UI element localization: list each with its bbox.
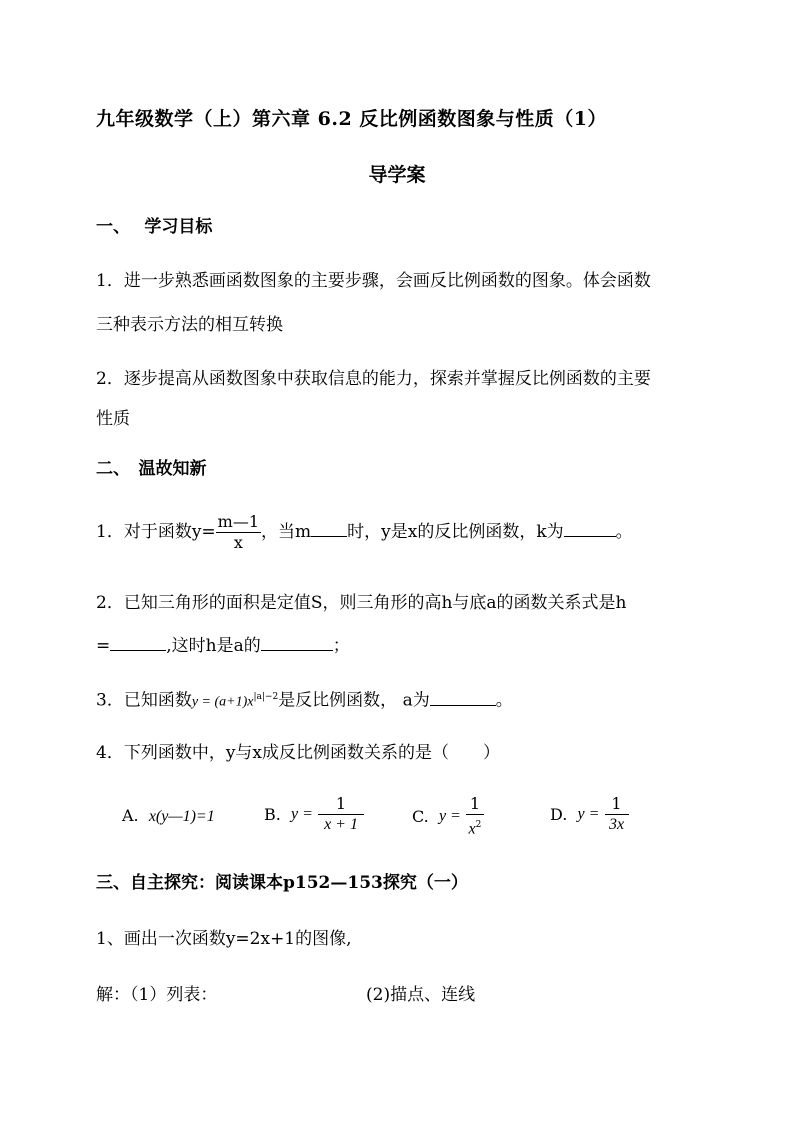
option-c-label: C. bbox=[412, 807, 429, 827]
goal-2-line-1: 2．逐步提高从函数图象中获取信息的能力，探索并掌握反比例函数的主要 bbox=[96, 369, 651, 389]
question-2-end: ； bbox=[332, 636, 350, 656]
question-3-prefix: 3．已知函数 bbox=[96, 690, 192, 711]
option-b-fraction bbox=[318, 794, 364, 835]
question-1-mid-1: ，当m bbox=[261, 522, 312, 542]
question-1-prefix: 1．对于函数y= bbox=[96, 522, 216, 542]
question-2-eq: = bbox=[96, 636, 111, 656]
task-1-solve: 解：（1）列表： bbox=[96, 985, 218, 1005]
goal-2-line-2: 性质 bbox=[96, 409, 130, 429]
document-subtitle: 导学案 bbox=[368, 164, 426, 186]
option-b[interactable] bbox=[264, 794, 364, 835]
option-c-exponent: 2 bbox=[475, 820, 482, 830]
option-b-denominator: x + 1 bbox=[318, 814, 364, 835]
section-heading-review: 二、 温故知新 bbox=[96, 459, 207, 479]
option-d-fraction bbox=[605, 794, 629, 835]
question-2-mid: ,这时h是a的 bbox=[166, 636, 261, 656]
task-1-step-2: (2)描点、连线 bbox=[366, 985, 476, 1005]
question-2-line-1: 2．已知三角形的面积是定值S，则三角形的高h与底a的函数关系式是h bbox=[96, 593, 627, 613]
option-d-numerator: 1 bbox=[611, 794, 622, 813]
question-1-mid-2: 时，y是x的反比例函数，k为 bbox=[347, 522, 564, 542]
option-d-denominator: 3x bbox=[605, 814, 629, 835]
task-1: 1、画出一次函数y=2x+1的图像, bbox=[96, 929, 352, 949]
fraction-denominator: x bbox=[216, 532, 261, 553]
option-c-numerator: 1 bbox=[469, 794, 481, 813]
option-a-label: A. bbox=[122, 806, 139, 825]
answer-blank-h[interactable] bbox=[110, 634, 166, 651]
option-d[interactable] bbox=[550, 794, 629, 835]
answer-blank-m[interactable] bbox=[311, 520, 347, 537]
answer-blank-relation[interactable] bbox=[261, 634, 333, 651]
question-3-mid: 是反比例函数， a为 bbox=[278, 690, 430, 711]
question-3-end: 。 bbox=[495, 690, 513, 711]
option-b-label: B. bbox=[264, 805, 281, 824]
section-heading-explore: 三、自主探究：阅读课本p152—153探究（一） bbox=[96, 873, 468, 893]
option-c-denominator-wrap bbox=[466, 814, 484, 839]
section-heading-goals: 一、 学习目标 bbox=[96, 217, 213, 237]
option-d-label: D. bbox=[550, 805, 568, 824]
option-c[interactable] bbox=[412, 794, 484, 839]
option-a[interactable] bbox=[122, 806, 215, 826]
fraction-numerator: m—1 bbox=[217, 512, 260, 531]
option-c-lhs: y = bbox=[438, 807, 461, 825]
option-b-numerator: 1 bbox=[335, 794, 347, 813]
goal-1-line-2: 三种表示方法的相互转换 bbox=[96, 315, 283, 335]
option-b-lhs: y = bbox=[291, 805, 313, 823]
document-title: 九年级数学（上）第六章 6.2 反比例函数图象与性质（1） bbox=[96, 108, 608, 130]
question-3-formula: y = (a+1)x bbox=[191, 694, 254, 710]
option-c-denominator: x bbox=[468, 820, 476, 838]
option-d-lhs: y = bbox=[577, 805, 600, 823]
question-3 bbox=[96, 686, 513, 714]
goal-1-line-1: 1．进一步熟悉画函数图象的主要步骤，会画反比例函数的图象。体会函数 bbox=[96, 271, 651, 291]
question-4: 4．下列函数中，y与x成反比例函数关系的是（ ） bbox=[96, 743, 501, 763]
answer-blank-k[interactable] bbox=[564, 520, 616, 537]
option-a-formula: x(y—1)=1 bbox=[148, 808, 215, 825]
question-3-exponent: |a|−2 bbox=[253, 692, 279, 702]
answer-blank-a[interactable] bbox=[430, 689, 496, 706]
question-2-line-2 bbox=[96, 634, 350, 657]
question-1-end: 。 bbox=[615, 522, 633, 542]
option-c-fraction bbox=[466, 794, 484, 839]
fraction-m-minus-1-over-x bbox=[216, 512, 261, 553]
question-1 bbox=[96, 510, 633, 554]
